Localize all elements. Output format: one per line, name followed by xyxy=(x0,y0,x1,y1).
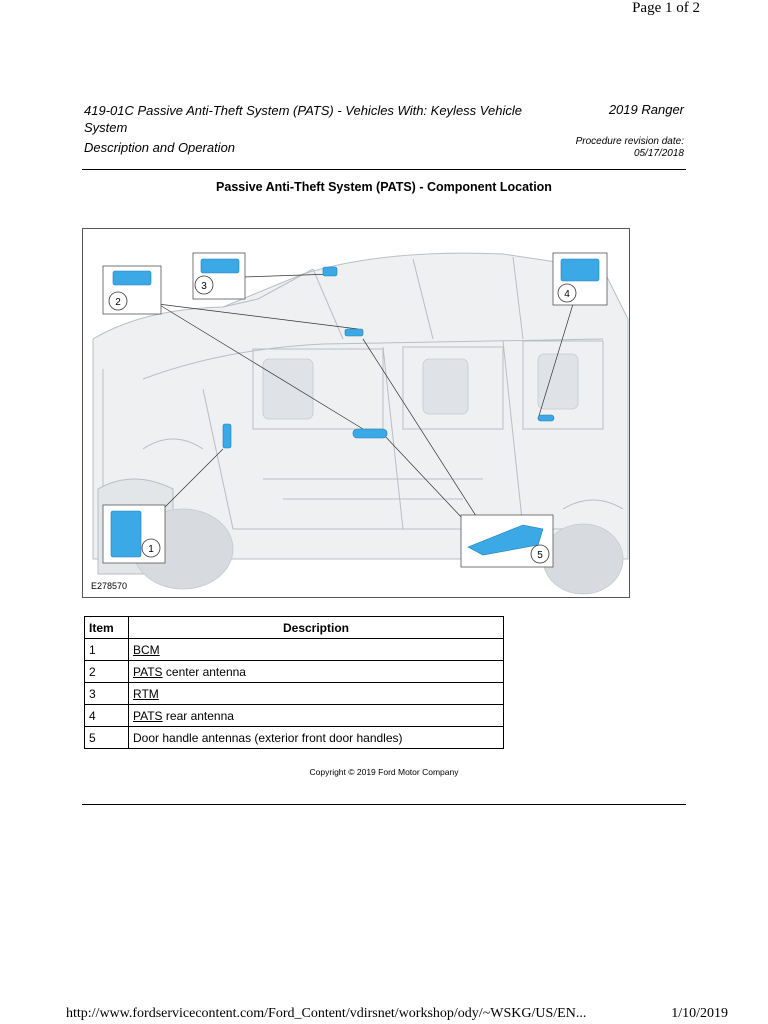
callout-label-2: 2 xyxy=(115,297,121,308)
abbreviation-link[interactable]: RTM xyxy=(133,686,159,701)
footer-divider xyxy=(82,804,686,805)
vehicle-illustration xyxy=(83,229,630,598)
bcm-location xyxy=(223,424,231,448)
callout-label-1: 1 xyxy=(148,544,154,555)
callout-label-3: 3 xyxy=(201,281,207,292)
item-description xyxy=(129,639,504,661)
item-description xyxy=(129,705,504,727)
revision-date-label: Procedure revision date: xyxy=(575,136,684,147)
vehicle-model: 2019 Ranger xyxy=(608,102,684,117)
callout-label-5: 5 xyxy=(537,550,543,561)
description-text: Door handle antennas (exterior front door handles) xyxy=(133,730,403,745)
front-door-handle-antenna xyxy=(353,429,387,438)
abbreviation-link[interactable]: BCM xyxy=(133,642,160,657)
item-description xyxy=(129,661,504,683)
item-number: 3 xyxy=(85,683,129,705)
table-row xyxy=(85,661,504,683)
rtm-location xyxy=(323,267,337,276)
table-row xyxy=(85,727,504,749)
component-table xyxy=(84,616,504,749)
header-divider xyxy=(82,169,686,170)
callout-label-4: 4 xyxy=(564,289,570,300)
abbreviation-link[interactable]: PATS xyxy=(133,708,163,723)
document-title: 419-01C Passive Anti-Theft System (PATS) - Vehicles With: Keyless Vehicle System xyxy=(84,103,522,135)
figure-heading: Passive Anti-Theft System (PATS) - Component Location xyxy=(216,180,552,194)
item-description xyxy=(129,683,504,705)
pats-center-antenna-location xyxy=(345,329,363,336)
table-row xyxy=(85,683,504,705)
table-header-row xyxy=(85,617,504,639)
item-number: 2 xyxy=(85,661,129,683)
item-number: 1 xyxy=(85,639,129,661)
print-date: 1/10/2019 xyxy=(671,1006,728,1021)
component-location-figure xyxy=(82,228,630,598)
table-row xyxy=(85,705,504,727)
item-number: 5 xyxy=(85,727,129,749)
page-number: Page 1 of 2 xyxy=(632,0,700,16)
item-number: 4 xyxy=(85,705,129,727)
description-text: rear antenna xyxy=(162,708,234,723)
copyright-notice: Copyright © 2019 Ford Motor Company xyxy=(309,767,459,777)
source-url: http://www.fordservicecontent.com/Ford_Content/vdirsnet/workshop/ody/~WSKG/US/EN... xyxy=(66,1006,587,1021)
rear-door-handle-antenna xyxy=(538,415,554,421)
section-name: Description and Operation xyxy=(84,140,236,155)
revision-date: 05/17/2018 xyxy=(633,148,684,159)
column-header-item: Item xyxy=(85,617,129,639)
description-text: center antenna xyxy=(162,664,246,679)
figure-id: E278570 xyxy=(91,581,128,591)
column-header-description: Description xyxy=(129,617,504,639)
abbreviation-link[interactable]: PATS xyxy=(133,664,163,679)
item-description xyxy=(129,727,504,749)
table-row xyxy=(85,639,504,661)
